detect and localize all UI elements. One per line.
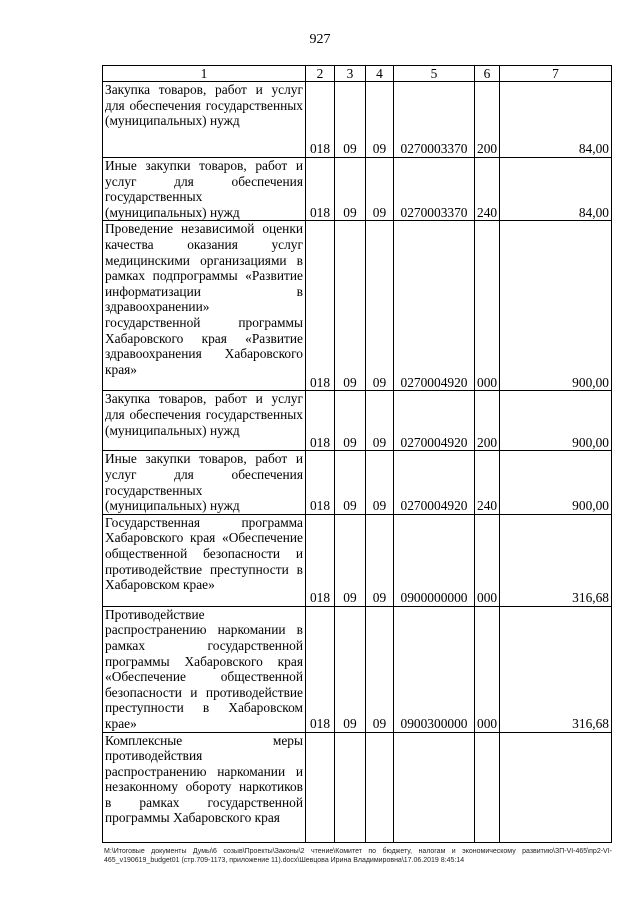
amount-cell: 316,68	[500, 606, 612, 732]
expense-type-cell: 200	[475, 82, 500, 158]
column-header: 5	[394, 66, 475, 82]
section-cell: 09	[335, 158, 366, 221]
expense-type-cell: 000	[475, 514, 500, 606]
column-header: 4	[366, 66, 394, 82]
section-cell: 09	[335, 606, 366, 732]
section-cell: 09	[335, 391, 366, 451]
target-article-cell	[394, 732, 475, 842]
code-cell: 018	[306, 514, 335, 606]
target-article-cell: 0900000000	[394, 514, 475, 606]
amount-cell	[500, 732, 612, 842]
code-cell: 018	[306, 158, 335, 221]
description-cell: Закупка товаров, работ и услуг для обеспечения государственных (муниципальных) нужд	[103, 391, 306, 451]
section-cell	[335, 732, 366, 842]
target-article-cell: 0270003370	[394, 158, 475, 221]
document-footer-path: M:\Итоговые документы Думы\6 созыв\Проекты\Законы\2 чтение\Комитет по бюджету, налогам и экономическому развитию\ЗП-VI-465\пр2-VI-465_v190619_budget01 (стр.709-1173, приложение 11).docx\Шевцова Ирина Владимировна\17.06.2019 8:45:14	[104, 848, 612, 864]
amount-cell: 900,00	[500, 221, 612, 391]
expense-type-cell: 000	[475, 606, 500, 732]
code-cell	[306, 732, 335, 842]
section-cell: 09	[335, 221, 366, 391]
amount-cell: 900,00	[500, 391, 612, 451]
table-row	[103, 732, 612, 842]
description-cell: Комплексные меры противодействия распространению наркомании и незаконному обороту наркотиков в рамках государственной программы Хабаровского края	[103, 732, 306, 842]
description-cell: Иные закупки товаров, работ и услуг для обеспечения государственных (муниципальных) нужд	[103, 451, 306, 514]
target-article-cell: 0270004920	[394, 391, 475, 451]
subsection-cell: 09	[366, 82, 394, 158]
target-article-cell: 0900300000	[394, 606, 475, 732]
subsection-cell: 09	[366, 606, 394, 732]
code-cell: 018	[306, 82, 335, 158]
amount-cell: 900,00	[500, 451, 612, 514]
target-article-cell: 0270003370	[394, 82, 475, 158]
table-row	[103, 82, 612, 158]
column-header: 3	[335, 66, 366, 82]
subsection-cell: 09	[366, 514, 394, 606]
description-cell: Проведение независимой оценки качества оказания услуг медицинскими организациями в рамках подпрограммы «Развитие информатизации в здравоохранении» государственной программы Хабаровского края «Развитие здравоохранения Хабаровского края»	[103, 221, 306, 391]
target-article-cell: 0270004920	[394, 451, 475, 514]
table-row	[103, 221, 612, 391]
description-cell: Государственная программа Хабаровского края «Обеспечение общественной безопасности и противодействие преступности в Хабаровском крае»	[103, 514, 306, 606]
page-number: 927	[309, 32, 331, 47]
expense-type-cell: 240	[475, 451, 500, 514]
table-row	[103, 391, 612, 451]
subsection-cell: 09	[366, 221, 394, 391]
expense-type-cell: 000	[475, 221, 500, 391]
amount-cell: 316,68	[500, 514, 612, 606]
section-cell: 09	[335, 451, 366, 514]
table-row	[103, 514, 612, 606]
description-cell: Закупка товаров, работ и услуг для обеспечения государственных (муниципальных) нужд	[103, 82, 306, 158]
code-cell: 018	[306, 606, 335, 732]
column-header: 2	[306, 66, 335, 82]
subsection-cell: 09	[366, 451, 394, 514]
table-row	[103, 158, 612, 221]
section-cell: 09	[335, 82, 366, 158]
description-cell: Противодействие распространению наркомании в рамках государственной программы Хабаровского края «Обеспечение общественной безопасности и противодействие преступности в Хабаровском крае»	[103, 606, 306, 732]
subsection-cell: 09	[366, 391, 394, 451]
section-cell: 09	[335, 514, 366, 606]
table-row	[103, 451, 612, 514]
table-row	[103, 606, 612, 732]
amount-cell: 84,00	[500, 82, 612, 158]
expense-type-cell: 200	[475, 391, 500, 451]
code-cell: 018	[306, 391, 335, 451]
target-article-cell: 0270004920	[394, 221, 475, 391]
expense-type-cell	[475, 732, 500, 842]
description-cell: Иные закупки товаров, работ и услуг для обеспечения государственных (муниципальных) нужд	[103, 158, 306, 221]
code-cell: 018	[306, 221, 335, 391]
column-header: 6	[475, 66, 500, 82]
subsection-cell	[366, 732, 394, 842]
subsection-cell: 09	[366, 158, 394, 221]
table-header-row	[103, 66, 612, 82]
budget-table	[102, 65, 612, 843]
column-header: 7	[500, 66, 612, 82]
column-header: 1	[103, 66, 306, 82]
code-cell: 018	[306, 451, 335, 514]
expense-type-cell: 240	[475, 158, 500, 221]
amount-cell: 84,00	[500, 158, 612, 221]
